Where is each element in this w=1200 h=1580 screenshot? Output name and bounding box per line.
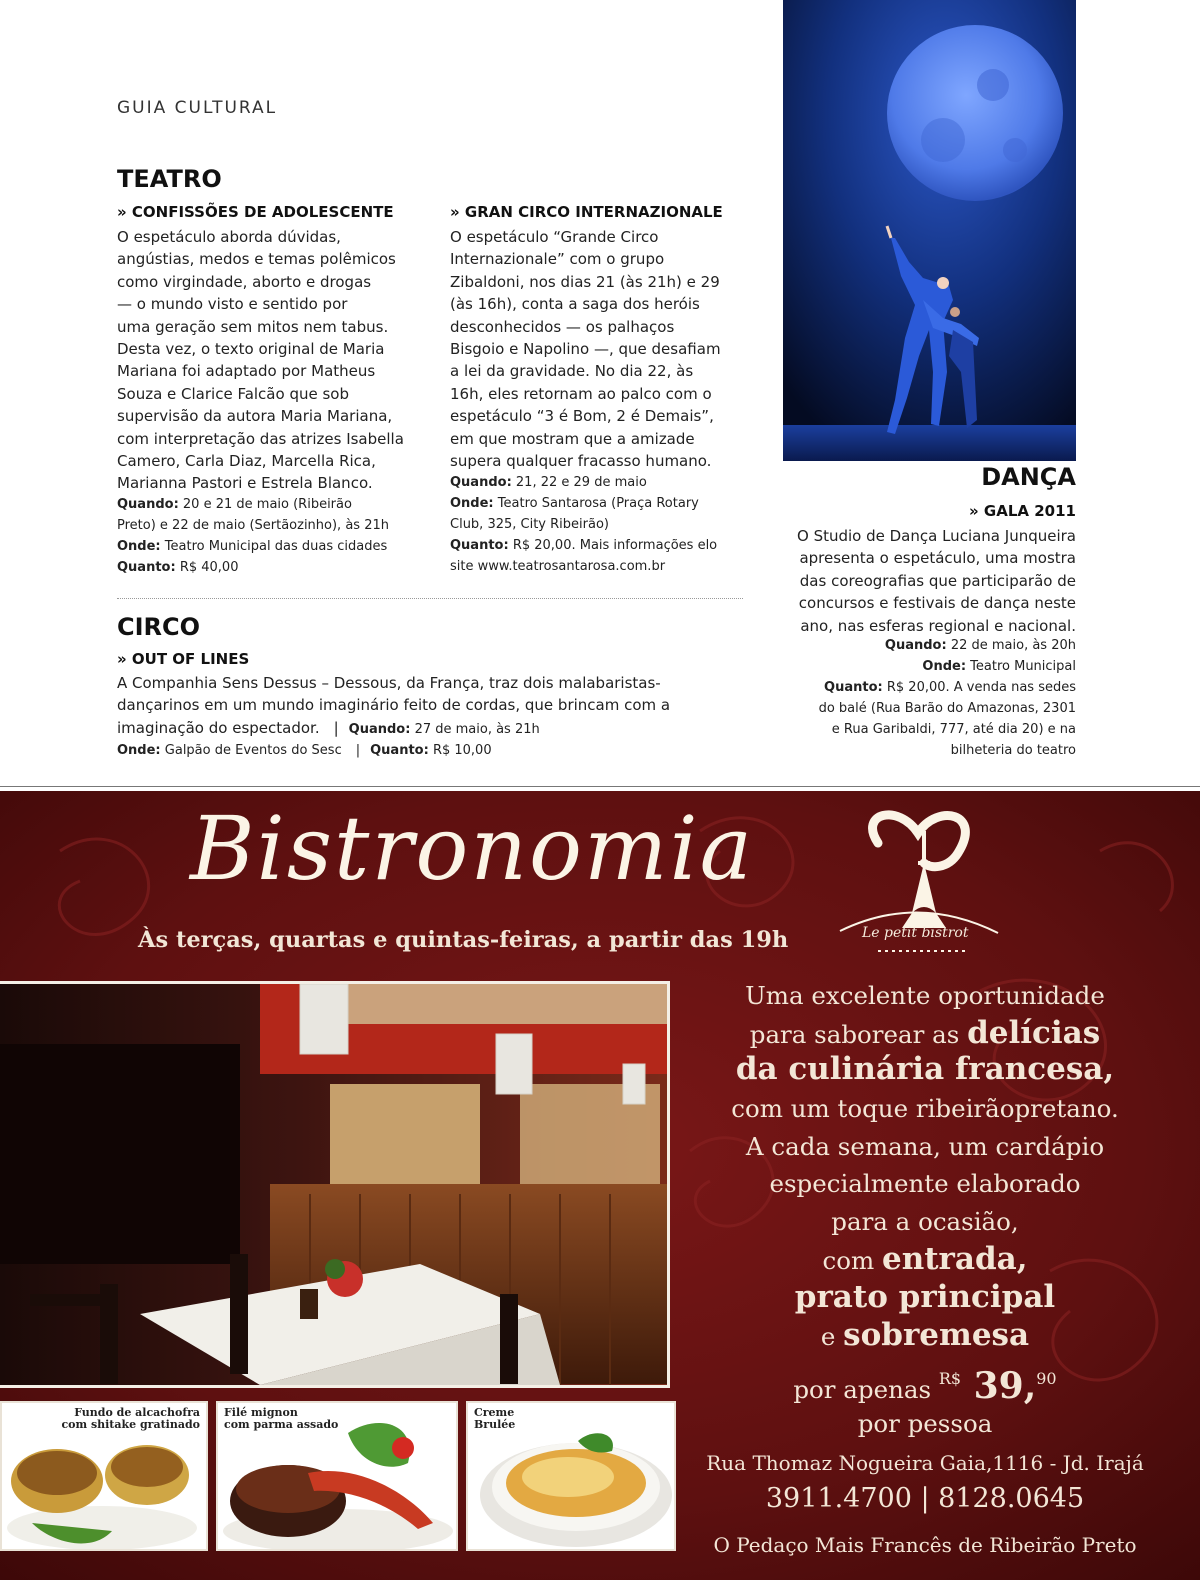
ad-copy	[680, 791, 1170, 1580]
body-line: Internazionale” com o grupo	[450, 250, 665, 269]
restaurant-interior-photo	[0, 981, 670, 1388]
ad-copy-line: da culinária francesa,	[735, 1051, 1115, 1087]
info-value: 21, 22 e 29 de maio	[511, 475, 647, 490]
dish-card	[0, 1401, 208, 1551]
info-label: Quanto:	[117, 560, 176, 575]
price-prefix: por apenas	[793, 1375, 939, 1404]
body-line: a lei da gravidade. No dia 22, às	[450, 362, 694, 381]
body-line: Zibaldoni, nos dias 21 (às 21h) e 29	[450, 272, 720, 291]
info-line	[117, 557, 422, 578]
body-line: O Studio de Dança Luciana Junqueira	[797, 527, 1076, 545]
ad-copy-line	[680, 1317, 1170, 1353]
ad-copy-text: para saborear as	[749, 1020, 968, 1049]
out-of-lines-title: » OUT OF LINES	[117, 650, 250, 668]
dish-label-line: Filé mignon	[224, 1406, 298, 1419]
info-value: bilheteria do teatro	[950, 743, 1076, 758]
info-label: Quando:	[117, 497, 179, 512]
dish-label-line: Fundo de alcachofra	[74, 1406, 200, 1419]
info-value: R$ 10,00	[428, 742, 492, 758]
info-value: e Rua Garibaldi, 777, até dia 20) e na	[831, 722, 1076, 737]
phone-numbers: 3911.4700 | 8128.0645	[765, 1483, 1085, 1514]
gran-circo-info	[450, 472, 750, 577]
danca-body	[783, 525, 1076, 637]
ad-copy-emphasis: delícias	[967, 1015, 1101, 1051]
info-label: Quando:	[450, 475, 512, 490]
info-line	[783, 656, 1076, 677]
confissoes-info	[117, 494, 422, 578]
price-cents: 90	[1036, 1369, 1057, 1388]
body-line	[117, 717, 757, 740]
body-line: com interpretação das atrizes Isabella	[117, 429, 404, 448]
bistronomia-ad	[0, 791, 1200, 1580]
info-value: Preto) e 22 de maio (Sertãozinho), às 21h	[117, 518, 389, 533]
ad-copy-line: com um toque ribeirãopretano.	[731, 1094, 1119, 1123]
info-label: Quando:	[884, 638, 947, 653]
body-line: O espetáculo aborda dúvidas,	[117, 228, 341, 246]
gala-title: » GALA 2011	[969, 502, 1076, 520]
price-line	[680, 1365, 1170, 1407]
body-line: Marianna Pastori e Estrela Blanco.	[117, 474, 373, 493]
info-value: R$ 20,00. A venda nas sedes	[882, 680, 1076, 695]
info-line	[783, 635, 1076, 656]
ad-copy-line: para a ocasião,	[831, 1207, 1019, 1236]
ad-copy-emphasis: sobremesa	[843, 1317, 1030, 1353]
brand-logo-text: Bistronomia	[190, 797, 755, 900]
teatro-heading: TEATRO	[117, 165, 222, 193]
info-line	[117, 740, 757, 761]
body-text-end: imaginação do espectador.	[117, 718, 320, 737]
info-line	[117, 536, 422, 557]
body-line: supervisão da autora Maria Mariana,	[117, 407, 393, 426]
body-line: espetáculo “3 é Bom, 2 é Demais”,	[450, 407, 714, 426]
info-label: Onde:	[117, 742, 161, 758]
body-line: supera qualquer fracasso humano.	[450, 452, 712, 471]
body-line: ano, nas esferas regional e nacional.	[800, 616, 1076, 635]
info-value: Club, 325, City Ribeirão)	[450, 517, 609, 532]
info-value: site www.teatrosantarosa.com.br	[450, 559, 666, 574]
info-label: Quando:	[348, 721, 411, 737]
body-line: das coreografias que participarão de	[799, 571, 1076, 590]
info-line	[117, 494, 422, 515]
info-label: Onde:	[450, 496, 494, 511]
body-line: Bisgoio e Napolino —, que desafiam	[450, 340, 721, 359]
info-label: Quanto:	[370, 742, 429, 758]
info-value: Teatro Municipal	[966, 659, 1076, 674]
info-line	[783, 677, 1076, 698]
dish-label-line: Brulée	[474, 1418, 516, 1431]
price-value: 39,	[961, 1365, 1037, 1407]
danca-info	[783, 635, 1076, 761]
info-value: do balé (Rua Barão do Amazonas, 2301	[818, 701, 1076, 716]
ad-copy-line: A cada semana, um cardápio	[745, 1132, 1105, 1161]
ad-divider	[0, 786, 1200, 787]
info-value: Teatro Santarosa (Praça Rotary	[493, 496, 699, 511]
dish-label	[474, 1407, 515, 1431]
info-value: 27 de maio, às 21h	[410, 721, 540, 737]
ad-copy-emphasis: entrada,	[881, 1241, 1028, 1277]
gran-circo-title: » GRAN CIRCO INTERNAZIONALE	[450, 203, 723, 221]
section-label: GUIA CULTURAL	[117, 98, 278, 118]
circo-heading: CIRCO	[117, 613, 201, 641]
body-line: angústias, medos e temas polêmicos	[117, 250, 396, 269]
body-line: como virgindade, aborto e drogas	[117, 272, 372, 291]
ad-copy-line: prato principal	[794, 1279, 1056, 1315]
info-value: R$ 20,00. Mais informações elo	[508, 538, 718, 553]
info-line	[450, 493, 750, 514]
dish-label-line: com shitake gratinado	[61, 1418, 200, 1431]
info-line	[783, 719, 1076, 740]
ad-copy-text: e	[820, 1322, 844, 1351]
info-line	[450, 535, 750, 556]
separator: |	[355, 742, 361, 758]
body-line: apresenta o espetáculo, uma mostra	[799, 549, 1076, 568]
body-line: (às 16h), conta a saga dos heróis	[450, 295, 700, 314]
confissoes-title: » CONFISSÕES DE ADOLESCENTE	[117, 203, 394, 221]
info-value: 20 e 21 de maio (Ribeirão	[178, 497, 352, 512]
body-line: O espetáculo “Grande Circo	[450, 228, 659, 246]
info-line	[450, 472, 750, 493]
address: Rua Thomaz Nogueira Gaia,1116 - Jd. Irajá	[706, 1451, 1144, 1475]
dish-card	[466, 1401, 676, 1551]
ad-tagline: Às terças, quartas e quintas-feiras, a partir das 19h	[138, 927, 789, 953]
body-line: Desta vez, o texto original de Maria	[117, 340, 385, 359]
info-value: Teatro Municipal das duas cidades	[160, 539, 388, 554]
info-label: Quanto:	[824, 680, 883, 695]
price-currency: R$	[938, 1369, 962, 1388]
gran-circo-body	[450, 226, 750, 472]
body-line: dançarinos em um mundo imaginário feito de cordas, que brincam com a	[117, 696, 671, 715]
section-divider	[117, 598, 743, 599]
ad-copy-text: com	[822, 1246, 882, 1275]
danca-heading: DANÇA	[981, 463, 1076, 491]
logo-subtitle: Le petit bistrot	[862, 925, 969, 941]
body-line: — o mundo visto e sentido por	[117, 295, 348, 314]
info-line	[783, 740, 1076, 761]
body-line: desconhecidos — os palhaços	[450, 317, 675, 336]
info-value: 22 de maio, às 20h	[946, 638, 1076, 653]
dish-card	[216, 1401, 458, 1551]
ad-copy-line: Uma excelente oportunidade	[745, 981, 1105, 1010]
info-line	[450, 556, 750, 577]
body-line: Camero, Carla Diaz, Marcella Rica,	[117, 452, 376, 471]
ad-copy-line	[680, 1015, 1170, 1051]
ballet-photo	[783, 0, 1076, 461]
dish-label	[61, 1407, 200, 1431]
dish-label	[224, 1407, 338, 1431]
info-label: Onde:	[922, 659, 967, 674]
body-line: em que mostram que a amizade	[450, 429, 695, 448]
info-label: Quanto:	[450, 538, 509, 553]
body-line: Mariana foi adaptado por Matheus	[117, 362, 376, 381]
ad-copy-line: especialmente elaborado	[769, 1169, 1081, 1198]
dish-label-line: Creme	[474, 1406, 515, 1419]
slogan: O Pedaço Mais Francês de Ribeirão Preto	[713, 1533, 1137, 1557]
dish-label-line: com parma assado	[224, 1418, 339, 1431]
per-person: por pessoa	[857, 1409, 993, 1438]
info-value: R$ 40,00	[175, 560, 239, 575]
info-value: Galpão de Eventos do Sesc	[160, 742, 342, 758]
info-line	[117, 515, 422, 536]
info-label: Onde:	[117, 539, 161, 554]
body-line: 16h, eles retornam ao palco com o	[450, 384, 712, 403]
confissoes-body	[117, 226, 422, 495]
separator: |	[333, 718, 339, 737]
body-line: concursos e festivais de dança neste	[798, 594, 1076, 613]
info-line	[450, 514, 750, 535]
info-line	[783, 698, 1076, 719]
body-line: A Companhia Sens Dessus – Dessous, da França, traz dois malabaristas-	[117, 674, 661, 692]
circo-body	[117, 672, 757, 761]
ad-copy-line	[680, 1241, 1170, 1277]
body-line: Souza e Clarice Falcão que sob	[117, 384, 349, 403]
body-line: uma geração sem mitos nem tabus.	[117, 317, 389, 336]
